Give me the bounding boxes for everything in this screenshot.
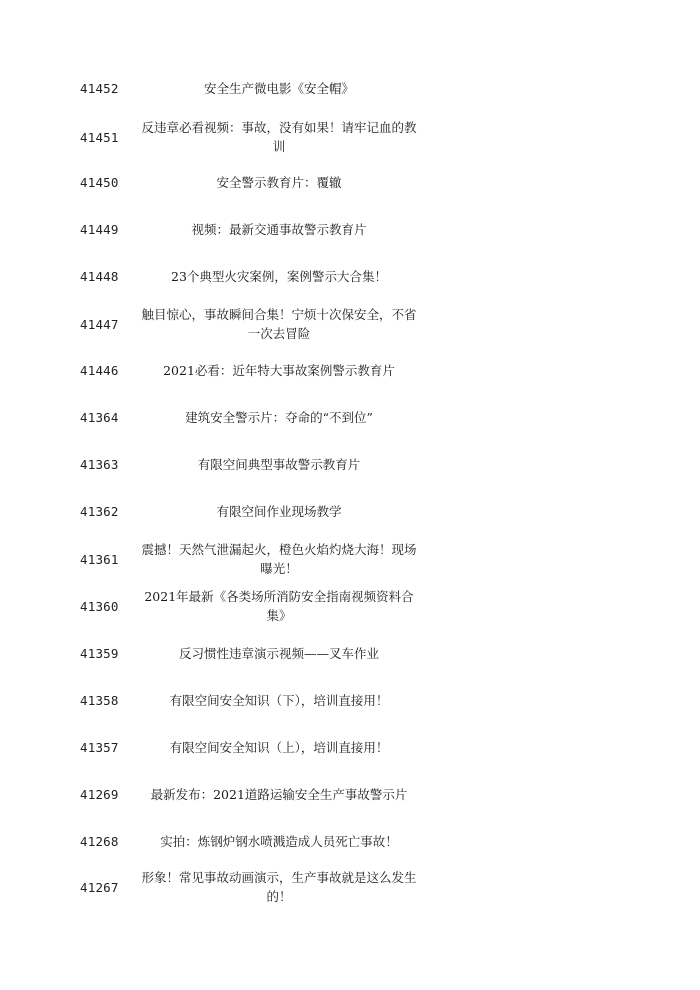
table-row [0,266,700,286]
row-id: 41449 [80,221,119,237]
row-title: 最新发布：2021道路运输安全生产事故警示片 [150,786,408,802]
table-row [0,360,700,380]
row-id: 41447 [80,316,119,332]
row-title: 安全生产微电影《安全帽》 [203,80,354,96]
row-title: 视频：最新交通事故警示教育片 [191,221,367,237]
row-id: 41267 [80,879,119,895]
row-title: 有限空间安全知识（上），培训直接用！ [169,739,389,755]
row-id: 41361 [80,551,119,567]
table-row [0,539,700,579]
table-row [0,831,700,851]
row-title: 2021必看：近年特大事故案例警示教育片 [163,362,395,378]
row-title: 实拍：炼钢炉钢水喷溅造成人员死亡事故！ [160,833,398,849]
row-id: 41364 [80,409,119,425]
row-id: 41357 [80,739,119,755]
row-title: 形象！常见事故动画演示，生产事故就是这么发生的！ [141,870,417,904]
row-id: 41358 [80,692,119,708]
table-row [0,643,700,663]
table-row [0,690,700,710]
row-id: 41269 [80,786,119,802]
row-title: 23个典型火灾案例，案例警示大合集！ [171,268,387,284]
row-id: 41363 [80,456,119,472]
table-row [0,586,700,626]
table-row [0,172,700,192]
row-id: 41362 [80,503,119,519]
row-id: 41359 [80,645,119,661]
row-title: 有限空间安全知识（下），培训直接用！ [169,692,389,708]
table-row [0,784,700,804]
table-row [0,407,700,427]
row-title: 有限空间作业现场教学 [216,503,342,519]
row-title: 建筑安全警示片：夺命的“不到位” [185,409,373,425]
table-row [0,219,700,239]
row-id: 41268 [80,833,119,849]
row-id: 41360 [80,598,119,614]
row-id: 41451 [80,129,119,145]
row-title: 反习惯性违章演示视频——叉车作业 [178,645,379,661]
table-row [0,737,700,757]
row-title: 安全警示教育片：覆辙 [216,174,342,190]
row-title: 震撼！天然气泄漏起火，橙色火焰灼烧大海！现场曝光！ [141,542,417,576]
row-title: 2021年最新《各类场所消防安全指南视频资料合集》 [144,589,414,623]
row-id: 41452 [80,80,119,96]
row-id: 41448 [80,268,119,284]
row-title: 反违章必看视频：事故，没有如果！请牢记血的教训 [141,120,417,154]
table-row [0,501,700,521]
table-row [0,117,700,157]
table-row [0,304,700,344]
row-title: 有限空间典型事故警示教育片 [197,456,361,472]
row-id: 41450 [80,174,119,190]
row-id: 41446 [80,362,119,378]
table-row [0,78,700,98]
row-title: 触目惊心，事故瞬间合集！宁烦十次保安全，不省一次去冒险 [141,307,417,341]
table-row [0,867,700,907]
table-row [0,454,700,474]
